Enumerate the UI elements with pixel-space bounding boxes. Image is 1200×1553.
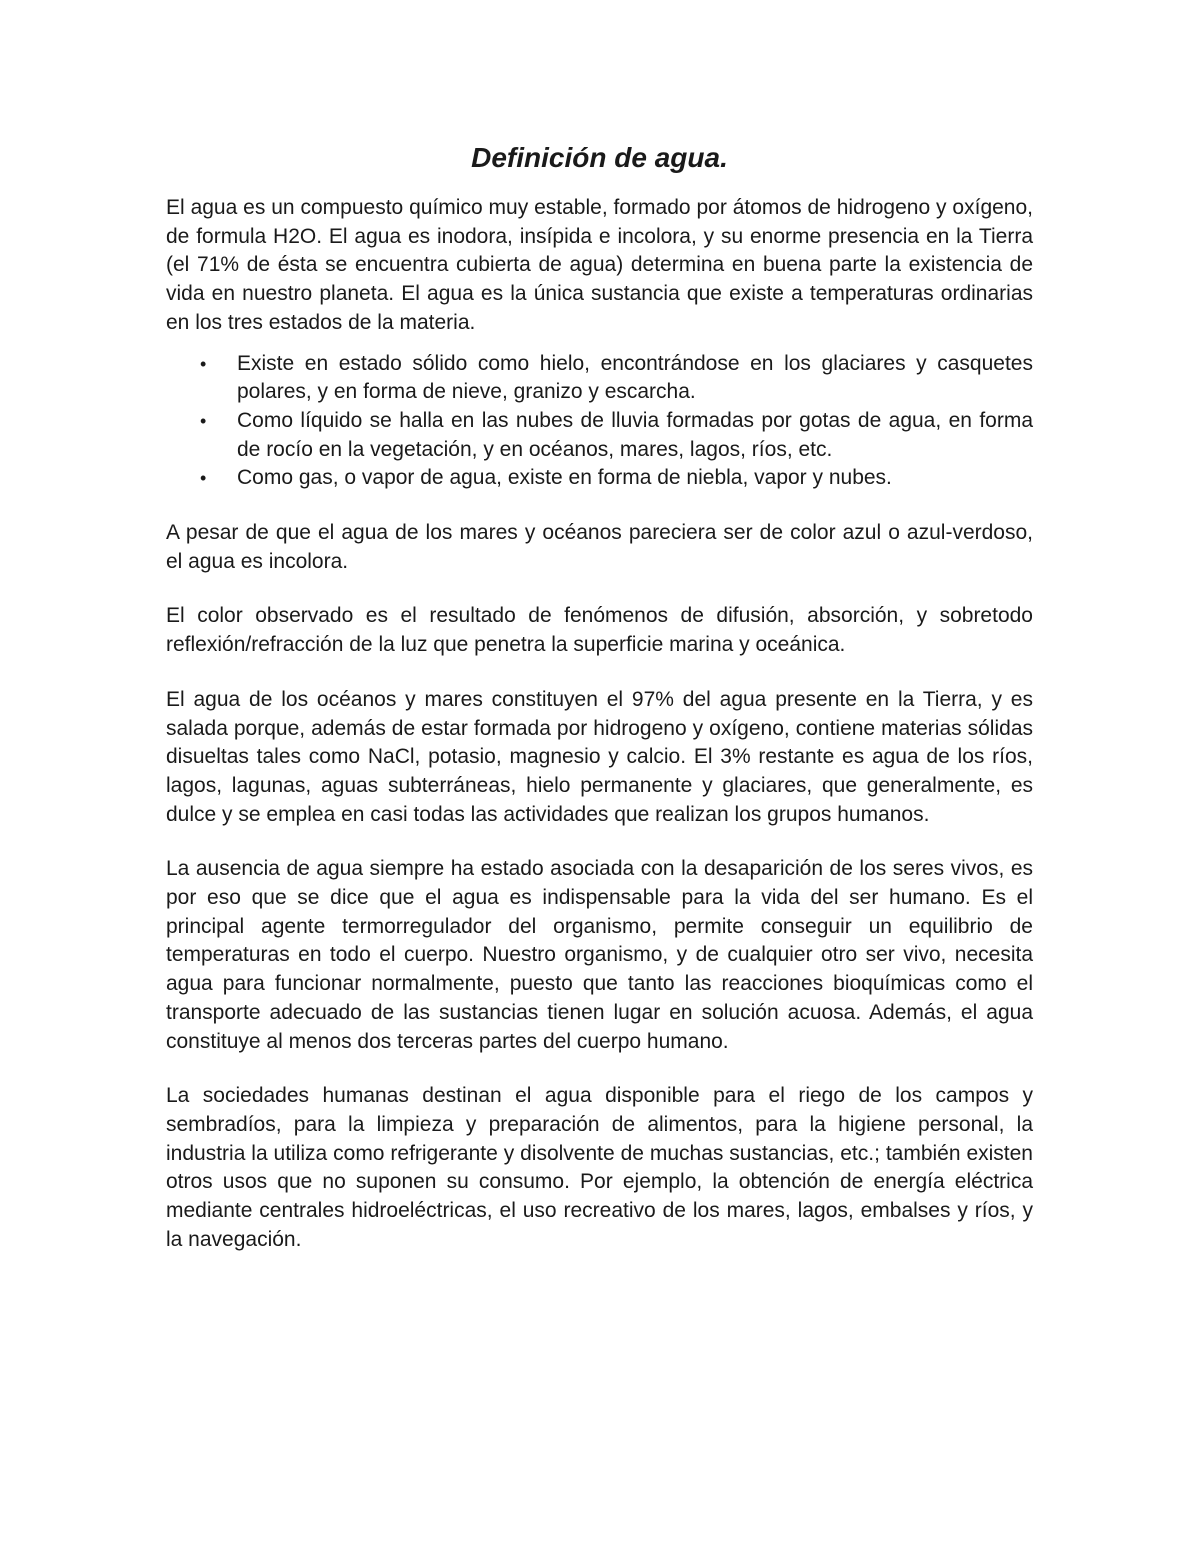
bullet-icon: • [200, 353, 207, 374]
list-item-text: Existe en estado sólido como hielo, encontrándose en los glaciares y casquetes polares, y en forma de nieve, granizo y escarcha. [237, 351, 1033, 404]
document-title: Definición de agua. [471, 142, 728, 173]
list-item-solid [166, 350, 1033, 407]
list-item-text: Como gas, o vapor de agua, existe en forma de niebla, vapor y nubes. [237, 466, 892, 490]
water-states-list [166, 350, 1033, 494]
paragraph-uses: La sociedades humanas destinan el agua disponible para el riego de los campos y sembradíos, para la limpieza y preparación de alimentos, para la higiene personal, la industria la utiliza como refrigerante y disolvente de muchas sustancias, etc.; también existen otros usos que no suponen su consumo. Por ejemplo, la obtención de energía eléctrica mediante centrales hidroeléctricas, el uso recreativo de los mares, lagos, embalses y ríos, y la navegación. [166, 1084, 1033, 1251]
paragraph-oceans: El agua de los océanos y mares constituyen el 97% del agua presente en la Tierra, y es salada porque, además de estar formada por hidrogeno y oxígeno, contiene materias sólidas disueltas tales como NaCl, potasio, magnesio y calcio. El 3% restante es agua de los ríos, lagos, lagunas, aguas subterráneas, hielo permanente y glaciares, que generalmente, es dulce y se emplea en casi todas las actividades que realizan los grupos humanos. [166, 687, 1033, 826]
paragraph-color: A pesar de que el agua de los mares y océanos pareciera ser de color azul o azul-verdoso, el agua es incolora. [166, 521, 1033, 573]
intro-paragraph: El agua es un compuesto químico muy estable, formado por átomos de hidrogeno y oxígeno, de formula H2O. El agua es inodora, insípida e incolora, y su enorme presencia en la Tierra (el 71% de ésta se encuentra cubierta de agua) determina en buena parte la existencia de vida en nuestro planeta. El agua es la única sustancia que existe a temperaturas ordinarias en los tres estados de la materia. [166, 196, 1033, 334]
paragraph-observed-color: El color observado es el resultado de fenómenos de difusión, absorción, y sobretodo reflexión/refracción de la luz que penetra la superficie marina y oceánica. [166, 604, 1033, 657]
list-item-gas [166, 464, 1033, 493]
list-item-liquid [166, 407, 1033, 464]
bullet-icon: • [200, 410, 207, 431]
paragraph-absence: La ausencia de agua siempre ha estado asociada con la desaparición de los seres vivos, es por eso que se dice que el agua es indispensable para la vida del ser humano. Es el principal agente termorregulador del organismo, permite conseguir un equilibrio de temperaturas en todo el cuerpo. Nuestro organismo, y de cualquier otro ser vivo, necesita agua para funcionar normalmente, puesto que tanto las reacciones bioquímicas como el transporte adecuado de las sustancias tienen lugar en solución acuosa. Además, el agua constituye al menos dos terceras partes del cuerpo humano. [166, 857, 1033, 1053]
bullet-icon: • [200, 468, 207, 489]
document-page [166, 138, 1033, 1281]
list-item-text: Como líquido se halla en las nubes de lluvia formadas por gotas de agua, en forma de rocío en la vegetación, y en océanos, mares, lagos, ríos, etc. [237, 408, 1033, 461]
